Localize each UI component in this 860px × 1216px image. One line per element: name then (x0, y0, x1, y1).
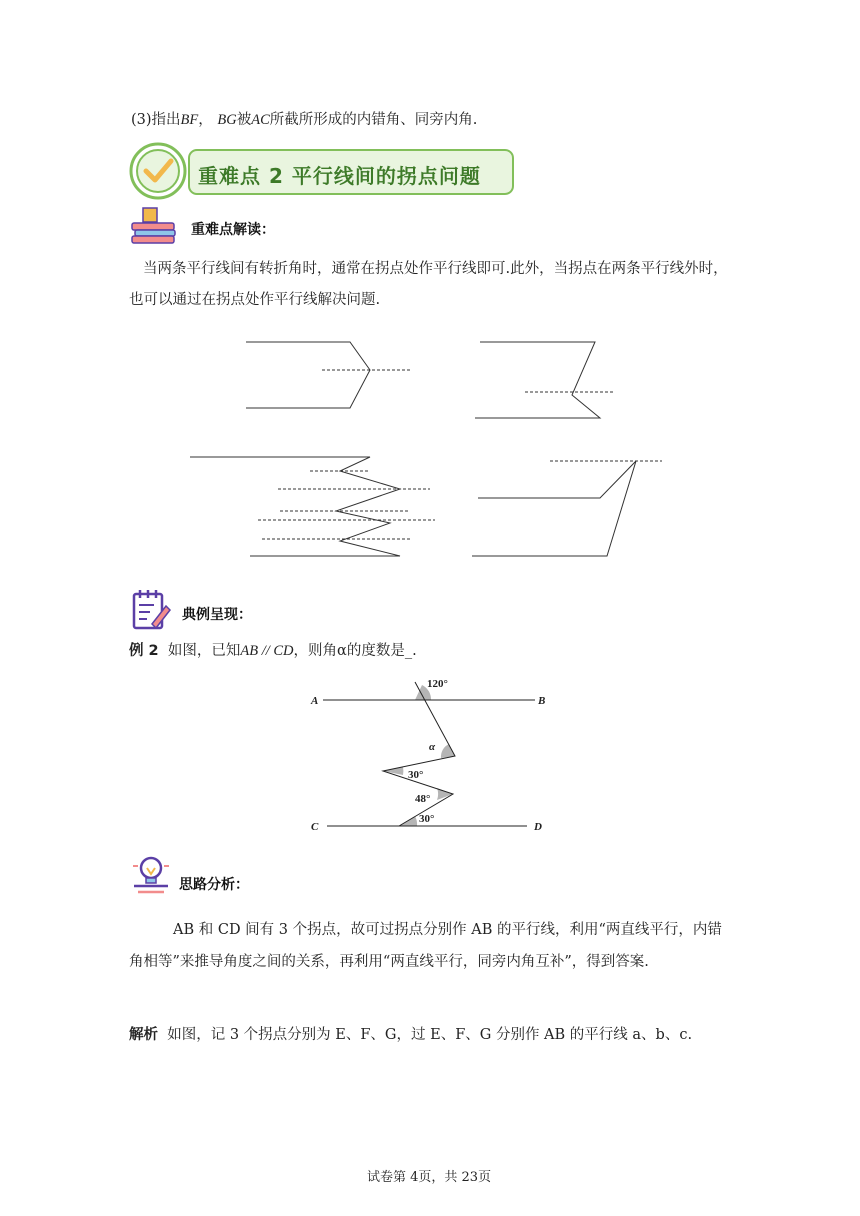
analysis-heading: 思路分析： (179, 877, 249, 893)
analysis-text: AB 和 CD 间有 3 个拐点，故可过拐点分别作 AB 的平行线，利用“两直线平行，内错角相等”来推导角度之间的关系，再利用“两直线平行，同旁内角互补”，得到答案. (129, 922, 722, 970)
example-heading: 典例呈现： (182, 607, 252, 623)
page-footer: 试卷第 4页，共 23页 (367, 1170, 492, 1185)
label-30-lower: 30° (419, 813, 435, 825)
diagram-4-polyline (472, 461, 636, 556)
turning-point-diagrams (180, 330, 680, 570)
section-banner (188, 149, 514, 195)
diagram-3-polyline (190, 457, 400, 556)
diagram-1-polyline (246, 342, 370, 408)
diagram-2-polyline (475, 342, 600, 418)
label-alpha: α (429, 741, 436, 753)
interpretation-text: 当两条平行线间有转折角时，通常在拐点处作平行线即可.此外，当拐点在两条平行线外时，也可以通过在拐点处作平行线解决问题. (129, 261, 728, 308)
example-2-line: 例 2 如图，已知AB // CD，则角α的度数是_. (129, 643, 417, 659)
label-c: C (311, 821, 319, 833)
label-30-upper: 30° (408, 769, 424, 781)
label-b: B (538, 695, 546, 707)
section-title: 重难点 2 平行线间的拐点问题 (198, 164, 481, 188)
example-figure (305, 672, 555, 838)
question-3: (3)指出BF， BG被AC所截所形成的内错角、同旁内角. (131, 112, 478, 128)
label-d: D (534, 821, 542, 833)
label-120: 120° (427, 678, 448, 690)
check-badge-icon (129, 142, 187, 200)
books-cup-icon (129, 206, 179, 246)
angle-alpha-marker (441, 744, 455, 758)
label-a: A (311, 695, 319, 707)
solution-line: 解析 如图，记 3 个拐点分别为 E、F、G，过 E、F、G 分别作 AB 的平行线 a、b、c. (129, 1027, 693, 1043)
notepad-pen-icon (130, 588, 172, 632)
label-48: 48° (415, 793, 431, 805)
interpretation-heading: 重难点解读： (191, 222, 275, 238)
angle-30-upper-marker (383, 767, 403, 775)
lightbulb-icon (130, 854, 172, 896)
